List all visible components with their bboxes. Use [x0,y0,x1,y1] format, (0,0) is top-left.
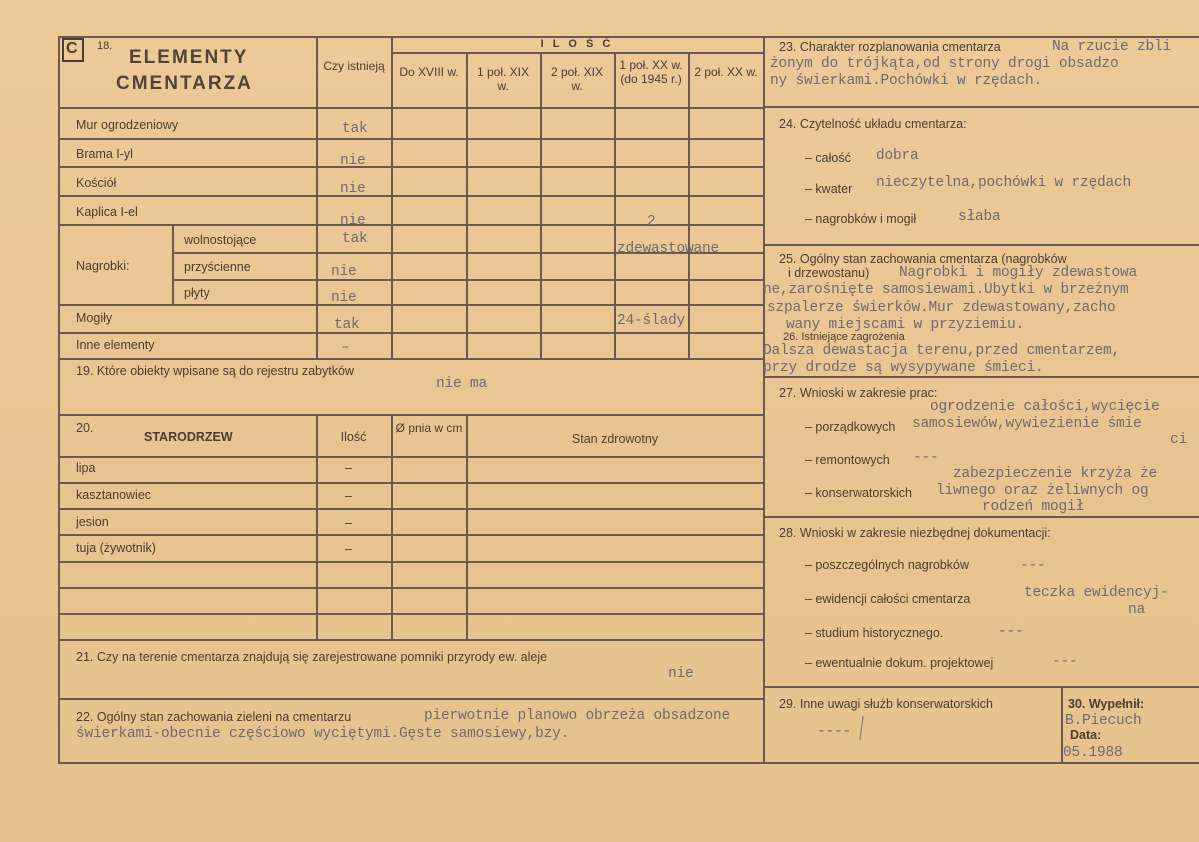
value-2: 2 [647,214,656,230]
title-cmentarza: CMENTARZA [116,73,253,94]
title-elementy: ELEMENTY [129,47,249,68]
q22-label: 22. Ogólny stan zachowania zieleni na cmentarzu [76,710,352,724]
value-24-slady: 24-ślady [617,313,686,329]
q25-answer-line3: szpalerze świerków.Mur zdewastowany,zacho [767,300,1116,316]
q25-answer-line2: ne,zarośnięte samosiewami.Ubytki w brzeżnym [763,282,1129,298]
col-do-xviii: Do XVIII w. [399,65,459,79]
q28-nagrobkow-label: – poszczególnych nagrobków [805,558,969,572]
col-1pol-xix: 1 poł. XIX w. [476,65,530,93]
col-2pol-xx: 2 poł. XX w. [694,65,758,79]
q27-porzadkowe-label: – porządkowych [805,420,896,434]
col-1pol-xx: 1 poł. XX w. (do 1945 r.) [619,58,683,86]
ilosc-header: I L O Ś Ć [540,38,614,50]
q19-label: 19. Które obiekty wpisane są do rejestru zabytków [76,364,354,378]
starodrzew-header: STARODRZEW [144,430,233,444]
q24-calosc-answer: dobra [876,148,919,164]
tree-lipa-ilosc: – [345,461,352,475]
q27-porzadkowe-answer-line1: ogrodzenie całości,wycięcie [930,399,1160,415]
q21-answer: nie [668,666,694,682]
col-ilosc: Ilość [340,430,367,444]
col-pnia: Ø pnia w cm [395,421,463,435]
date-value: 05.1988 [1063,745,1123,761]
q22-answer-line1: pierwotnie planowo obrzeża obsadzone [424,708,731,724]
q27-porzadkowe-answer-line3: ci [1170,432,1188,448]
col-czy-istnieja: Czy istnieją [323,59,385,73]
col-stan-zdrowotny: Stan zdrowotny [571,432,659,446]
q24-nagrobkow-label: – nagrobków i mogił [805,212,917,226]
q27-porzadkowe-answer-line2: samosiewów,wywiezienie śmie [912,416,1142,432]
section-letter: C [66,40,78,57]
q23-answer-line1: Na rzucie zbli [1052,39,1172,55]
q24-calosc-label: – całość [805,151,851,165]
nagrobki-wolnostojace: wolnostojące [184,233,257,247]
nagrobki-przyscienne: przyścienne [184,260,251,274]
q26-answer-line1: Dalsza dewastacja terenu,przed cmentarzem, [763,343,1121,359]
row-brama-label: Brama I-yl [76,147,133,161]
q26-answer-line2: przy drodze są wysypywane śmieci. [763,360,1044,376]
q21-label: 21. Czy na terenie cmentarza znajdują się zarejestrowane pomniki przyrody ew. aleje [76,650,548,664]
q30-answer: B.Piecuch [1065,713,1142,729]
q25-answer-line4: wany miejscami w przyziemiu. [786,317,1025,333]
q28-nagrobkow-answer: --- [1020,558,1046,574]
q27-remontowe-label: – remontowych [805,453,890,467]
q27-konserwatorskie-answer-line2: liwnego oraz żeliwnych og [936,483,1149,499]
plyty-czy: nie [331,290,357,306]
q20-number: 20. [76,421,94,435]
kaplica-czy: nie [340,213,366,229]
q23-label: 23. Charakter rozplanowania cmentarza [779,40,1001,54]
row-kaplica-label: Kaplica I-el [76,205,138,219]
inne-czy: – [341,340,350,356]
q28-ewidencji-answer-line1: teczka ewidencyj- [1024,585,1169,601]
row-inne-label: Inne elementy [76,338,155,352]
q28-projektowej-label: – ewentualnie dokum. projektowej [805,656,994,670]
q23-answer-line3: ny świerkami.Pochówki w rzędach. [770,73,1043,89]
q24-label: 24. Czytelność układu cmentarza: [779,117,967,131]
q25-label-line2: i drzewostanu) [788,266,870,280]
q29-answer: ---- [817,724,852,740]
q27-label: 27. Wnioski w zakresie prac: [779,386,938,400]
q23-answer-line2: żonym do trójkąta,od strony drogi obsadzo [770,56,1119,72]
nagrobki-label: Nagrobki: [76,259,130,273]
q28-ewidencji-label: – ewidencji całości cmentarza [805,592,971,606]
q27-konserwatorskie-label: – konserwatorskich [805,486,912,500]
section-18-number: 18. [97,40,113,52]
tree-tuja: tuja (żywotnik) [76,541,156,555]
q22-answer-line2: świerkami-obecnie częściowo wyciętymi.Gęste samosiewy,bzy. [76,726,570,742]
q26-label: 26. Istniejące zagrożenia [783,331,905,343]
q24-kwater-label: – kwater [805,182,853,196]
row-mogily-label: Mogiły [76,311,113,325]
q29-label: 29. Inne uwagi służb konserwatorskich [779,697,994,711]
col-2pol-xix: 2 poł. XIX w. [550,65,604,93]
q28-label: 28. Wnioski w zakresie niezbędnej dokumentacji: [779,526,1051,540]
tree-lipa: lipa [76,461,96,475]
przyscienne-czy: nie [331,264,357,280]
tree-kasztanowiec: kasztanowiec [76,488,152,502]
q27-konserwatorskie-answer-line3: rodzeń mogił [982,499,1085,515]
value-zdewastowane: zdewastowane [617,241,720,257]
q28-studium-answer: --- [998,624,1024,640]
nagrobki-plyty: płyty [184,286,210,300]
date-label: Data: [1070,728,1102,742]
tree-kasztanowiec-ilosc: – [345,489,352,503]
row-kosciol-label: Kościół [76,176,117,190]
q25-label-line1: 25. Ogólny stan zachowania cmentarza (nagrobków [779,252,1067,266]
brama-czy: nie [340,153,366,169]
wolnostojace-czy: tak [342,231,368,247]
q28-projektowej-answer: --- [1052,654,1078,670]
q27-remontowe-answer: --- [913,450,939,466]
q27-konserwatorskie-answer-line1: zabezpieczenie krzyża że [953,466,1158,482]
tree-jesion-ilosc: – [345,516,352,530]
q19-answer: nie ma [436,376,488,392]
q28-studium-label: – studium historycznego. [805,626,944,640]
mur-czy: tak [342,121,368,137]
q30-label: 30. Wypełnił: [1068,697,1145,711]
tree-tuja-ilosc: – [345,542,352,556]
row-mur-label: Mur ogrodzeniowy [76,118,179,132]
mogily-czy: tak [334,317,360,333]
kosciol-czy: nie [340,181,366,197]
q28-ewidencji-answer-line2: na [1128,602,1146,618]
q25-answer-line1: Nagrobki i mogiły zdewastowa [899,265,1138,281]
q24-kwater-answer: nieczytelna,pochówki w rzędach [876,175,1132,191]
tree-jesion: jesion [76,515,109,529]
q24-nagrobkow-answer: słaba [958,209,1001,225]
